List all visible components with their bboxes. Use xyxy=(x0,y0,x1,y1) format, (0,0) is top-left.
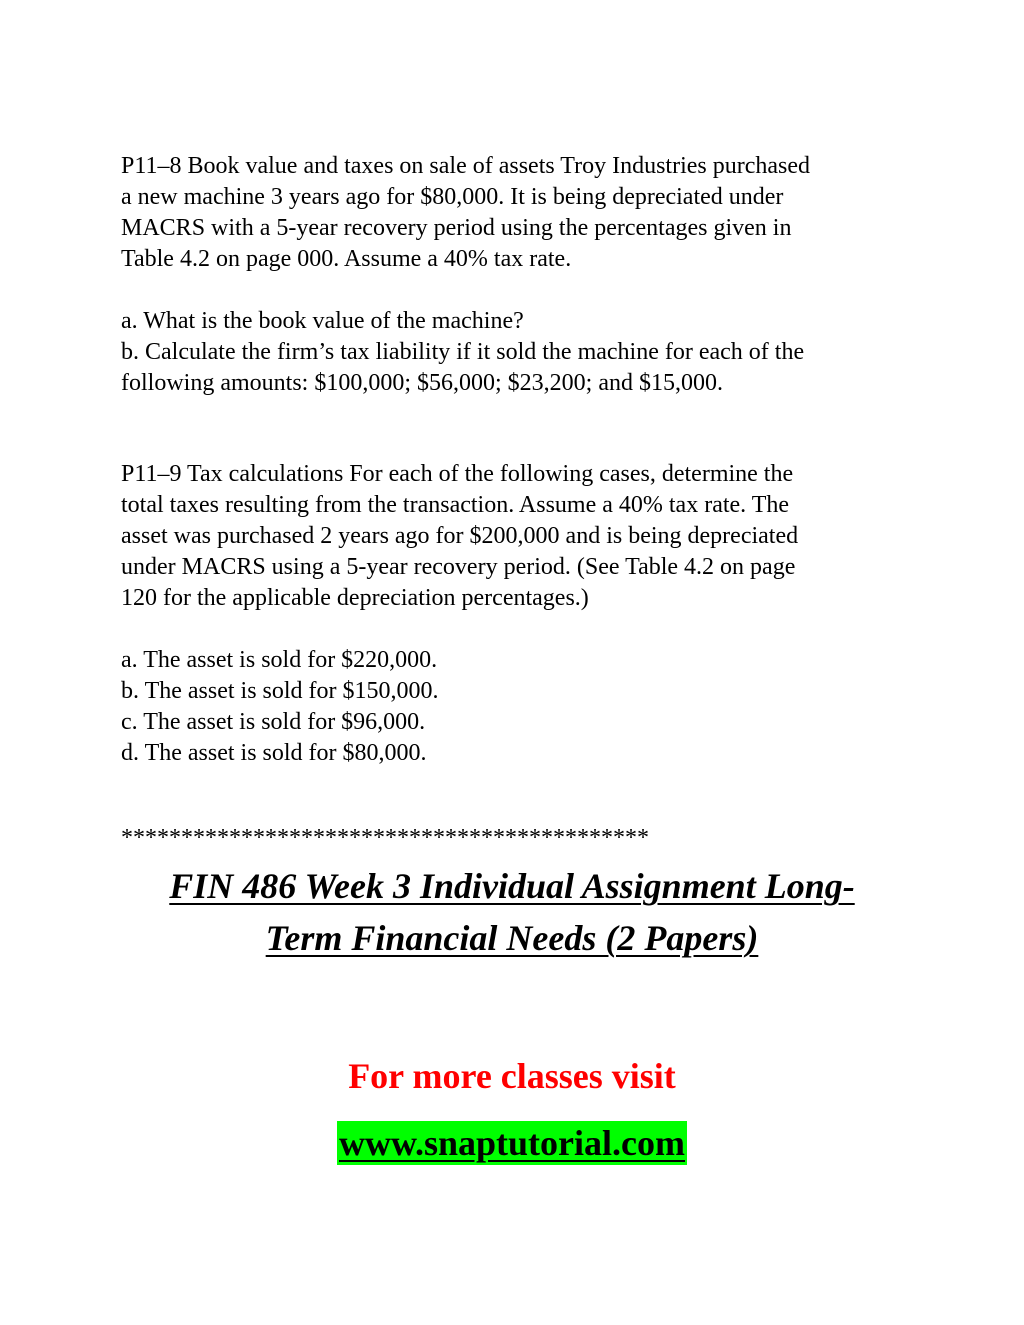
text-line: 120 for the applicable depreciation percentages.) xyxy=(121,585,589,611)
text-line: P11–9 Tax calculations For each of the following cases, determine the xyxy=(121,461,794,487)
case-b: b. The asset is sold for $150,000. xyxy=(121,678,439,704)
snaptutorial-link[interactable]: www.snaptutorial.com xyxy=(338,1123,685,1163)
case-a: a. The asset is sold for $220,000. xyxy=(121,647,438,673)
text-line: a new machine 3 years ago for $80,000. It is being depreciated under xyxy=(121,184,784,210)
promo-text: For more classes visit xyxy=(348,1056,676,1096)
question-b: b. Calculate the firm’s tax liability if it sold the machine for each of the xyxy=(121,339,805,365)
assignment-title xyxy=(100,860,924,964)
text-line: MACRS with a 5-year recovery period using the percentages given in xyxy=(121,215,792,241)
question-b-continued: following amounts: $100,000; $56,000; $23,200; and $15,000. xyxy=(121,370,723,396)
text-line: under MACRS using a 5-year recovery period. (See Table 4.2 on page xyxy=(121,554,796,580)
case-c: c. The asset is sold for $96,000. xyxy=(121,709,426,735)
asterisk-separator: ******************************************** xyxy=(121,825,649,851)
question-a: a. What is the book value of the machine? xyxy=(121,308,524,334)
promo-link-container xyxy=(0,1121,1024,1165)
text-line: Table 4.2 on page 000. Assume a 40% tax rate. xyxy=(121,246,572,272)
text-line: asset was purchased 2 years ago for $200,000 and is being depreciated xyxy=(121,523,799,549)
problem-11-9-cases xyxy=(121,645,911,769)
text-line: P11–8 Book value and taxes on sale of assets Troy Industries purchased xyxy=(121,153,811,179)
case-d: d. The asset is sold for $80,000. xyxy=(121,740,427,766)
text-line: total taxes resulting from the transaction. Assume a 40% tax rate. The xyxy=(121,492,790,518)
title-line-2: Term Financial Needs (2 Papers) xyxy=(265,918,759,958)
title-line-1: FIN 486 Week 3 Individual Assignment Long- xyxy=(169,866,855,906)
problem-11-8-questions xyxy=(121,306,911,399)
problem-11-9-description xyxy=(121,459,911,614)
problem-11-8-description xyxy=(121,151,911,275)
